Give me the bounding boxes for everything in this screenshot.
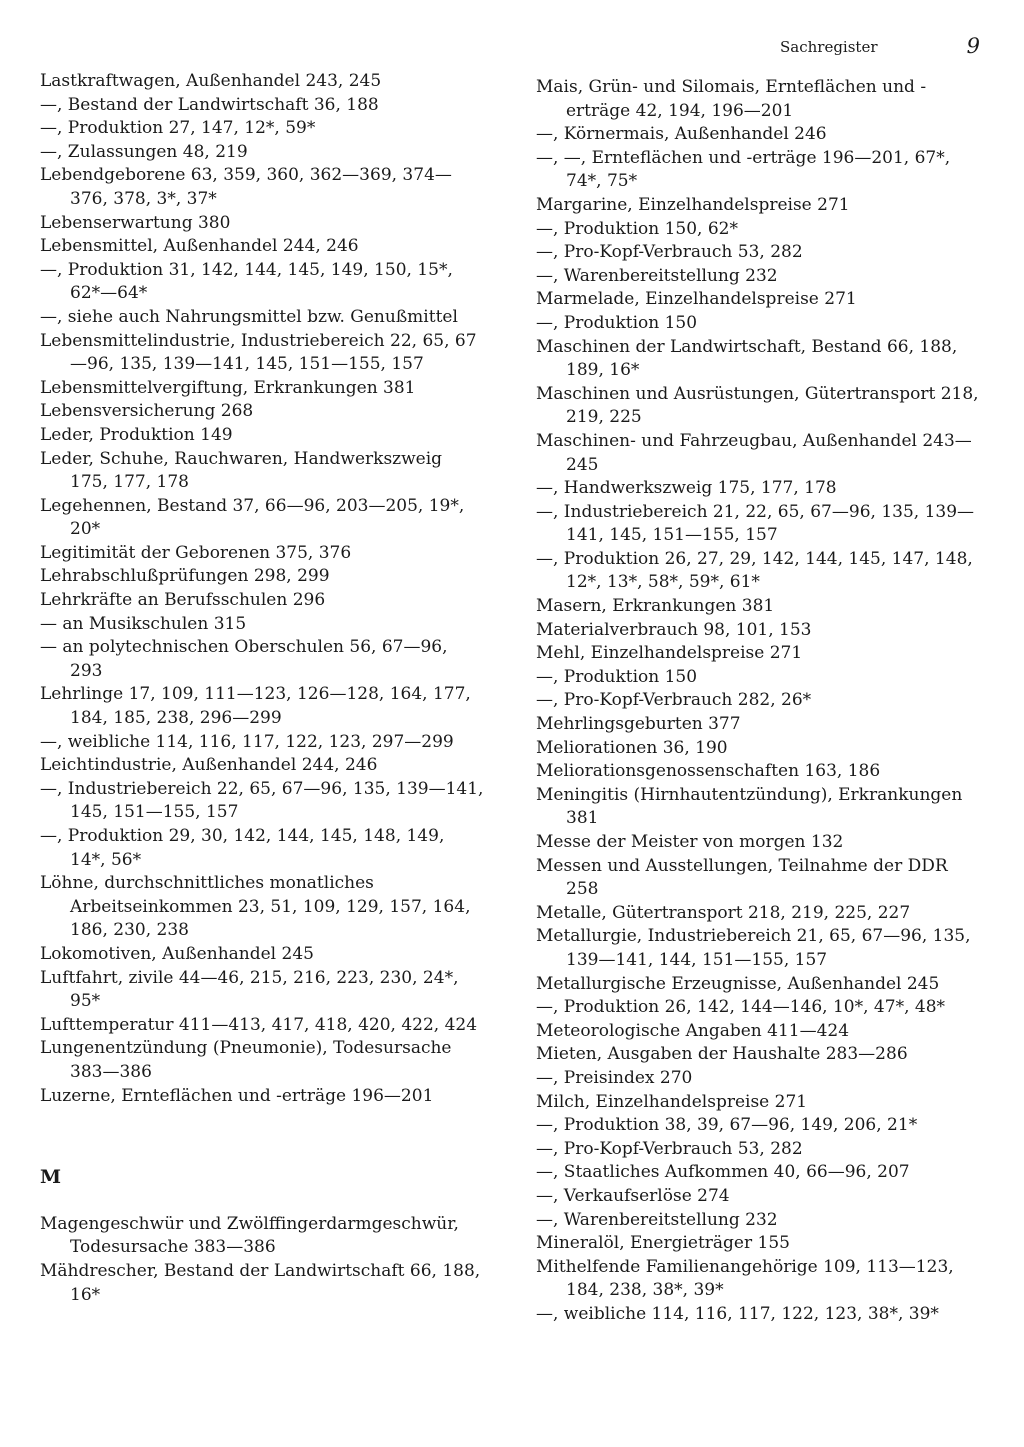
index-entry: Maschinen der Landwirtschaft, Bestand 66, 188, 189, 16* [536, 336, 958, 381]
index-entry: —, Produktion 29, 30, 142, 144, 145, 148, 149, 14*, 56* [40, 826, 445, 870]
index-entry: Masern, Erkrankungen 381 [536, 596, 775, 617]
index-entry: Lufttemperatur 411—413, 417, 418, 420, 422, 424 [40, 1014, 478, 1035]
index-entry: Leichtindustrie, Außenhandel 244, 246 [40, 755, 378, 776]
index-entry: —, Pro-Kopf-Verbrauch 282, 26* [536, 690, 812, 711]
index-entry: Marmelade, Einzelhandelspreise 271 [536, 289, 857, 310]
index-entry: Lehrlinge 17, 109, 111—123, 126—128, 164, 177, 184, 185, 238, 296—299 [40, 684, 471, 729]
index-entry: —, Warenbereitstellung 232 [536, 265, 778, 286]
spacer [40, 1108, 485, 1166]
index-entry: —, Produktion 27, 147, 12*, 59* [40, 118, 316, 139]
index-entry: Lehrabschlußprüfungen 298, 299 [40, 566, 330, 587]
index-entry: —, Zulassungen 48, 219 [40, 141, 248, 162]
left-entries [40, 70, 485, 1108]
index-entry: —, Preisindex 270 [536, 1067, 693, 1088]
index-entry: Luzerne, Ernteflächen und -erträge 196—201 [40, 1085, 434, 1106]
index-entry: Löhne, durchschnittliches monatliches Arbeitseinkommen 23, 51, 109, 129, 157, 164, 186, 230, 238 [40, 873, 471, 941]
page-header [780, 36, 980, 60]
index-entry: Messen und Ausstellungen, Teilnahme der DDR 258 [536, 855, 948, 900]
index-entry: Metallurgie, Industriebereich 21, 65, 67—96, 135, 139—141, 144, 151—155, 157 [536, 926, 971, 970]
index-entry: Lehrkräfte an Berufsschulen 296 [40, 590, 326, 611]
index-entry: Lebensmittel, Außenhandel 244, 246 [40, 236, 359, 257]
index-entry: Lebensmittelindustrie, Industriebereich 22, 65, 67—96, 135, 139—141, 145, 151—155, 157 [40, 330, 477, 375]
index-entry: — an Musikschulen 315 [40, 613, 247, 634]
index-entry: Materialverbrauch 98, 101, 153 [536, 619, 812, 640]
index-entry: —, Produktion 26, 142, 144—146, 10*, 47*, 48* [536, 997, 946, 1018]
index-entry: Messe der Meister von morgen 132 [536, 832, 844, 852]
index-entry: —, Produktion 31, 142, 144, 145, 149, 150, 15*, 62*—64* [40, 259, 453, 304]
index-entry: —, weibliche 114, 116, 117, 122, 123, 38*, 39* [536, 1303, 939, 1324]
index-entry: Leder, Produktion 149 [40, 424, 233, 445]
index-entry: —, Produktion 26, 27, 29, 142, 144, 145, 147, 148, 12*, 13*, 58*, 59*, 61* [536, 548, 973, 593]
index-entry: Maschinen und Ausrüstungen, Gütertransport 218, 219, 225 [536, 383, 979, 428]
index-entry: Legehennen, Bestand 37, 66—96, 203—205, 19*, 20* [40, 495, 465, 540]
index-entry: Mehl, Einzelhandelspreise 271 [536, 643, 803, 664]
index-entry: —, Produktion 150 [536, 312, 698, 333]
index-entry: Meningitis (Hirnhautentzündung), Erkrankungen 381 [536, 784, 963, 829]
index-entry: Lastkraftwagen, Außenhandel 243, 245 [40, 71, 382, 91]
index-entry: —, Verkaufserlöse 274 [536, 1185, 730, 1206]
right-column [536, 76, 982, 1326]
index-entry: Milch, Einzelhandelspreise 271 [536, 1091, 808, 1112]
index-entry: Mithelfende Familienangehörige 109, 113—123, 184, 238, 38*, 39* [536, 1256, 954, 1301]
index-entry: Lebensmittelvergiftung, Erkrankungen 381 [40, 377, 416, 398]
index-entry: Meteorologische Angaben 411—424 [536, 1020, 850, 1041]
index-entry: —, Produktion 38, 39, 67—96, 149, 206, 21* [536, 1115, 918, 1136]
index-entry: —, Industriebereich 22, 65, 67—96, 135, 139—141, 145, 151—155, 157 [40, 778, 484, 823]
index-entry: Lungenentzündung (Pneumonie), Todesursache 383—386 [40, 1038, 452, 1082]
index-entry: Mais, Grün- und Silomais, Ernteflächen und -erträge 42, 194, 196—201 [536, 77, 927, 121]
index-entry: Mieten, Ausgaben der Haushalte 283—286 [536, 1044, 908, 1065]
running-head: Sachregister [780, 38, 878, 56]
index-entry: —, siehe auch Nahrungsmittel bzw. Genußmittel [40, 306, 458, 327]
index-entry: Margarine, Einzelhandelspreise 271 [536, 194, 850, 215]
index-entry: Lokomotiven, Außenhandel 245 [40, 943, 314, 964]
index-entry: —, Bestand der Landwirtschaft 36, 188 [40, 94, 379, 115]
index-entry: —, Produktion 150 [536, 666, 698, 687]
left-column [40, 70, 485, 1307]
index-entry: Meliorationen 36, 190 [536, 737, 728, 758]
index-entry: —, Warenbereitstellung 232 [536, 1209, 778, 1230]
index-entry: Mineralöl, Energieträger 155 [536, 1233, 790, 1254]
index-entry: —, Industriebereich 21, 22, 65, 67—96, 135, 139—141, 145, 151—155, 157 [536, 501, 975, 546]
index-entry: —, —, Ernteflächen und -erträge 196—201, 67*, 74*, 75* [536, 147, 951, 192]
index-entry: Magengeschwür und Zwölffingerdarmgeschwür, Todesursache 383—386 [40, 1213, 459, 1258]
index-entry: —, Staatliches Aufkommen 40, 66—96, 207 [536, 1162, 910, 1183]
index-entry: Maschinen- und Fahrzeugbau, Außenhandel 243—245 [536, 430, 972, 475]
index-entry: —, Pro-Kopf-Verbrauch 53, 282 [536, 1138, 803, 1159]
index-entry: —, weibliche 114, 116, 117, 122, 123, 297—299 [40, 731, 454, 752]
page-number: 9 [966, 34, 980, 58]
index-entry: Mähdrescher, Bestand der Landwirtschaft 66, 188, 16* [40, 1260, 481, 1305]
index-entry: Metallurgische Erzeugnisse, Außenhandel 245 [536, 973, 940, 994]
index-entry: —, Pro-Kopf-Verbrauch 53, 282 [536, 242, 803, 263]
index-entry: —, Körnermais, Außenhandel 246 [536, 124, 827, 145]
index-entry: Mehrlingsgeburten 377 [536, 714, 741, 735]
spacer [40, 1190, 485, 1213]
index-entry: Leder, Schuhe, Rauchwaren, Handwerkszweig 175, 177, 178 [40, 448, 443, 493]
index-entry: Meliorationsgenossenschaften 163, 186 [536, 761, 881, 782]
index-entry: Lebendgeborene 63, 359, 360, 362—369, 374—376, 378, 3*, 37* [40, 165, 452, 209]
index-entry: —, Handwerkszweig 175, 177, 178 [536, 478, 837, 499]
right-entries [536, 76, 982, 1326]
section-letter: M [40, 1166, 62, 1189]
index-entry: Lebensversicherung 268 [40, 401, 254, 422]
index-entry: Legitimität der Geborenen 375, 376 [40, 542, 352, 563]
index-entry: Lebenserwartung 380 [40, 212, 231, 233]
index-entry: —, Produktion 150, 62* [536, 218, 738, 239]
index-entry: Luftfahrt, zivile 44—46, 215, 216, 223, 230, 24*, 95* [40, 967, 459, 1012]
index-entry: Metalle, Gütertransport 218, 219, 225, 227 [536, 902, 911, 923]
left-entries-m [40, 1213, 485, 1307]
index-entry: — an polytechnischen Oberschulen 56, 67—96, 293 [40, 637, 448, 681]
